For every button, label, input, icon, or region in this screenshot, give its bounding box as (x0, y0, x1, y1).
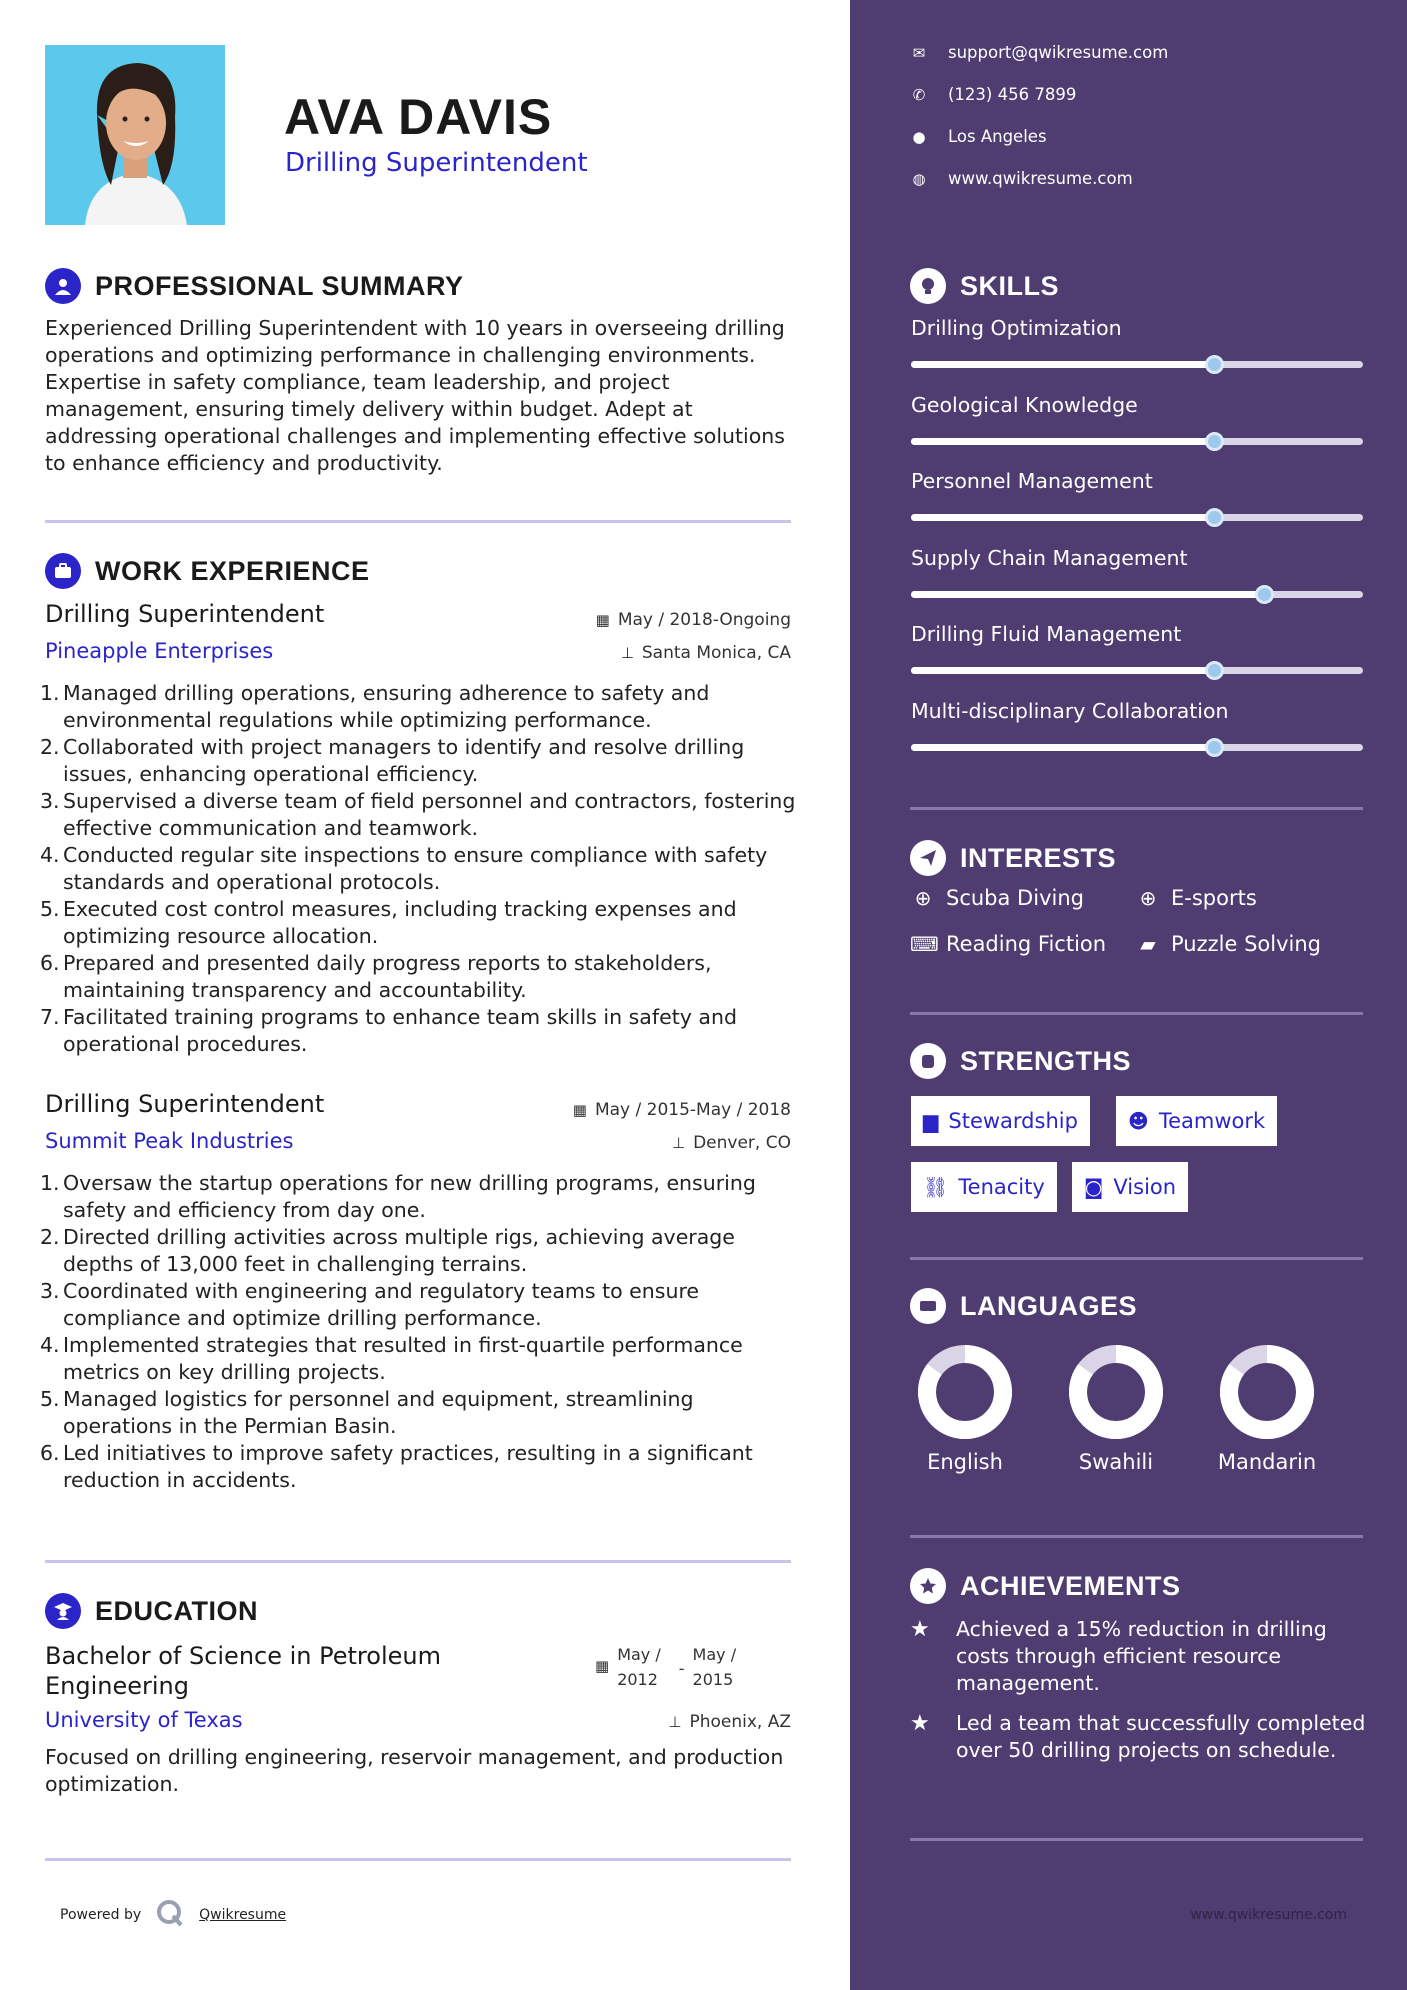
job-date-text: May / 2015-May / 2018 (594, 1100, 791, 1120)
language-label: English (927, 1450, 1003, 1474)
divider (910, 1838, 1363, 1841)
education-location-text: Phoenix, AZ (689, 1712, 791, 1732)
achievement-item: ★ Achieved a 15% reduction in drilling costs through efficient resource management. (910, 1617, 1327, 1695)
life-ring-icon: ⊕ (914, 886, 932, 910)
list-item: 4. Implemented strategies that resulted in first-quartile performance metrics on key drilling projects. (40, 1333, 743, 1384)
list-item: 2. Directed drilling activities across multiple rigs, achieving average depths of 13,000 feet in challenging terrains. (40, 1225, 735, 1276)
achievements-heading (910, 1568, 1181, 1604)
interest-item: ⊕ E-sports (1135, 886, 1257, 910)
language-label: Mandarin (1217, 1450, 1317, 1474)
list-item: 5. Executed cost control measures, including tracking expenses and optimizing resource allocation. (40, 897, 737, 948)
interest-item: ⊕ Scuba Diving (910, 886, 1084, 910)
list-item: 1. Managed drilling operations, ensuring adherence to safety and environmental regulations while optimizing performance. (40, 681, 710, 732)
contact-email-text[interactable]: support@qwikresume.com (948, 43, 1169, 62)
skill-level-knob (1205, 355, 1224, 374)
skill-label: Drilling Optimization (911, 316, 1122, 340)
education-heading (45, 1593, 258, 1629)
skill-bar (911, 361, 1363, 368)
skill-bar-fill (911, 361, 1214, 368)
job-date-text: May / 2018-Ongoing (617, 610, 791, 630)
skill-bar-fill (911, 514, 1214, 521)
briefcase-icon (45, 553, 81, 589)
skill-bar-fill (911, 667, 1214, 674)
skill-level-knob (1205, 508, 1224, 527)
list-item: 7. Facilitated training programs to enhance team skills in safety and operational procedures. (40, 1005, 737, 1056)
contact-email (910, 43, 1168, 62)
contact-website-text[interactable]: www.qwikresume.com (948, 169, 1133, 188)
achievement-item: ★ Led a team that successfully completed over 50 drilling projects on schedule. (910, 1711, 1366, 1762)
divider (910, 1257, 1363, 1260)
job-location-text: Denver, CO (693, 1133, 791, 1153)
skill-bar (911, 591, 1363, 598)
skill-level-knob (1255, 585, 1274, 604)
fist-icon (910, 1043, 946, 1079)
pushpin-icon: ⊥ (620, 644, 634, 662)
strength-tag: ◙ Vision (1072, 1162, 1188, 1212)
languages-heading (910, 1288, 1137, 1324)
skill-label: Supply Chain Management (911, 545, 1188, 570)
skill-bar (911, 744, 1363, 751)
avatar (45, 45, 225, 225)
language-level-donut (915, 1342, 1015, 1442)
calendar-icon: ▦ (572, 1101, 587, 1119)
interest-item: ⌨ Reading Fiction (910, 932, 1107, 956)
job-bullets (40, 1170, 800, 1494)
job-title: Drilling Superintendent (45, 1090, 325, 1118)
language-item (910, 1342, 1020, 1474)
language-item (1212, 1342, 1322, 1474)
contact-phone (910, 85, 1076, 104)
star-icon: ★ (910, 1711, 930, 1736)
education-heading-label: EDUCATION (95, 1595, 258, 1626)
envelope-icon: ✉ (912, 43, 926, 62)
strengths-heading-label: STRENGTHS (960, 1045, 1132, 1076)
profile-photo (45, 45, 225, 225)
qwikresume-logo-icon (155, 1898, 185, 1932)
gamepad-icon: ⌨ (910, 932, 939, 956)
contact-phone-text[interactable]: (123) 456 7899 (948, 85, 1077, 104)
strengths-heading (910, 1043, 1131, 1079)
language-item (1061, 1342, 1171, 1474)
education-date: ▦ May / 2012 - May / 2015 (595, 1642, 736, 1692)
contact-website (910, 169, 1133, 188)
pushpin-icon: ⊥ (668, 1713, 682, 1731)
users-icon: ☻ (1128, 1109, 1149, 1133)
skill-bar (911, 514, 1363, 521)
summary-heading-label: PROFESSIONAL SUMMARY (95, 270, 464, 301)
brand-link[interactable]: Qwikresume (199, 1907, 287, 1923)
interests-heading (910, 840, 1116, 876)
skills-heading-label: SKILLS (960, 270, 1060, 301)
job-company: Pineapple Enterprises (45, 639, 274, 663)
candidate-name: AVA DAVIS (284, 89, 553, 145)
divider (910, 1535, 1363, 1538)
divider (45, 1560, 791, 1563)
education-description: Focused on drilling engineering, reservoir management, and production optimization. (45, 1745, 784, 1796)
phone-icon: ✆ (912, 85, 926, 104)
skill-level-knob (1205, 738, 1224, 757)
skill-label: Personnel Management (911, 469, 1153, 493)
skills-heading (910, 268, 1059, 304)
skill-level-knob (1205, 432, 1224, 451)
summary-text: Experienced Drilling Superintendent with 10 years in overseeing drilling operations and optimizing performance in challenging environments. Expertise in safety compliance, team leadership, and project management, ensuring timely delivery within budget. Adept at addressing operational challenges and implementing effective solutions to enhance efficiency and productivity. (45, 316, 785, 475)
star-badge-icon (910, 1568, 946, 1604)
school: University of Texas (45, 1708, 243, 1732)
location-pin-icon: ● (912, 127, 926, 146)
language-label: Swahili (1078, 1450, 1154, 1474)
globe-icon: ◍ (912, 169, 926, 188)
pushpin-icon: ⊥ (672, 1134, 686, 1152)
life-ring-icon: ⊕ (1139, 886, 1157, 910)
experience-heading-label: WORK EXPERIENCE (95, 555, 370, 586)
skill-level-knob (1205, 661, 1224, 680)
job-title: Drilling Superintendent (45, 600, 325, 628)
list-item: 2. Collaborated with project managers to identify and resolve drilling issues, enhancing operational efficiency. (40, 735, 745, 786)
job-bullets (40, 680, 800, 1058)
book-icon: ▰ (1140, 932, 1156, 956)
strength-tag: ⛓ Tenacity (911, 1162, 1057, 1212)
experience-heading (45, 553, 370, 589)
list-item: 4. Conducted regular site inspections to ensure compliance with safety standards and operational protocols. (40, 843, 768, 894)
footer-powered-by: Powered by Qwikresume (60, 1898, 286, 1932)
calendar-icon: ▦ (595, 611, 610, 629)
language-level-donut (1217, 1342, 1317, 1442)
divider (45, 1858, 791, 1861)
job-company: Summit Peak Industries (45, 1129, 294, 1153)
sidebar (850, 0, 1407, 1990)
lightbulb-icon (910, 268, 946, 304)
paper-plane-icon (910, 840, 946, 876)
degree-line: Engineering (45, 1672, 189, 1700)
languages-heading-label: LANGUAGES (960, 1290, 1138, 1321)
divider (910, 807, 1363, 810)
divider (910, 1012, 1363, 1015)
strength-tag: ▆ Stewardship (911, 1096, 1090, 1146)
list-item: 6. Prepared and presented daily progress reports to stakeholders, maintaining transparency and accountability. (40, 951, 712, 1002)
skill-label: Geological Knowledge (911, 392, 1138, 417)
briefcase-icon: ▆ (923, 1109, 939, 1133)
candidate-title: Drilling Superintendent (285, 148, 588, 178)
graduate-icon (45, 1593, 81, 1629)
list-item: 3. Supervised a diverse team of field personnel and contractors, fostering effective communication and teamwork. (40, 789, 796, 840)
skill-label: Multi-disciplinary Collaboration (911, 698, 1229, 723)
strength-tag: ☻ Teamwork (1116, 1096, 1277, 1146)
list-item: 3. Coordinated with engineering and regulatory teams to ensure compliance and optimize drilling performance. (40, 1279, 700, 1330)
link-icon: ⛓ (923, 1175, 949, 1199)
language-icon (910, 1288, 946, 1324)
contact-location-text: Los Angeles (948, 127, 1047, 146)
job-location-text: Santa Monica, CA (641, 643, 791, 663)
user-icon (45, 268, 81, 304)
achievements-heading-label: ACHIEVEMENTS (960, 1570, 1181, 1601)
job-location (621, 643, 791, 663)
job-location (672, 1133, 791, 1153)
skill-bar-fill (911, 591, 1264, 598)
list-item: 5. Managed logistics for personnel and equipment, streamlining operations in the Permian Basin. (40, 1387, 694, 1438)
divider (45, 520, 791, 523)
degree (45, 1641, 505, 1701)
skill-bar-fill (911, 438, 1214, 445)
degree-line: Bachelor of Science in Petroleum (45, 1642, 441, 1670)
skill-label: Drilling Fluid Management (911, 622, 1182, 646)
binoculars-icon: ◙ (1084, 1175, 1104, 1199)
skill-bar (911, 667, 1363, 674)
list-item: 6. Led initiatives to improve safety practices, resulting in a significant reduction in accidents. (40, 1441, 753, 1492)
contact-location (910, 127, 1047, 146)
skill-bar (911, 438, 1363, 445)
education-location (668, 1712, 791, 1732)
interests-heading-label: INTERESTS (960, 842, 1117, 873)
list-item: 1. Oversaw the startup operations for new drilling programs, ensuring safety and efficiency from day one. (40, 1171, 756, 1222)
star-icon: ★ (910, 1617, 930, 1642)
job-date (596, 610, 791, 630)
skill-bar-fill (911, 744, 1214, 751)
interest-item: ▰ Puzzle Solving (1135, 932, 1321, 956)
job-date (573, 1100, 791, 1120)
language-level-donut (1066, 1342, 1166, 1442)
footer-site[interactable]: www.qwikresume.com (1190, 1907, 1347, 1923)
calendar-icon: ▦ (595, 1657, 610, 1675)
summary-heading (45, 268, 464, 304)
